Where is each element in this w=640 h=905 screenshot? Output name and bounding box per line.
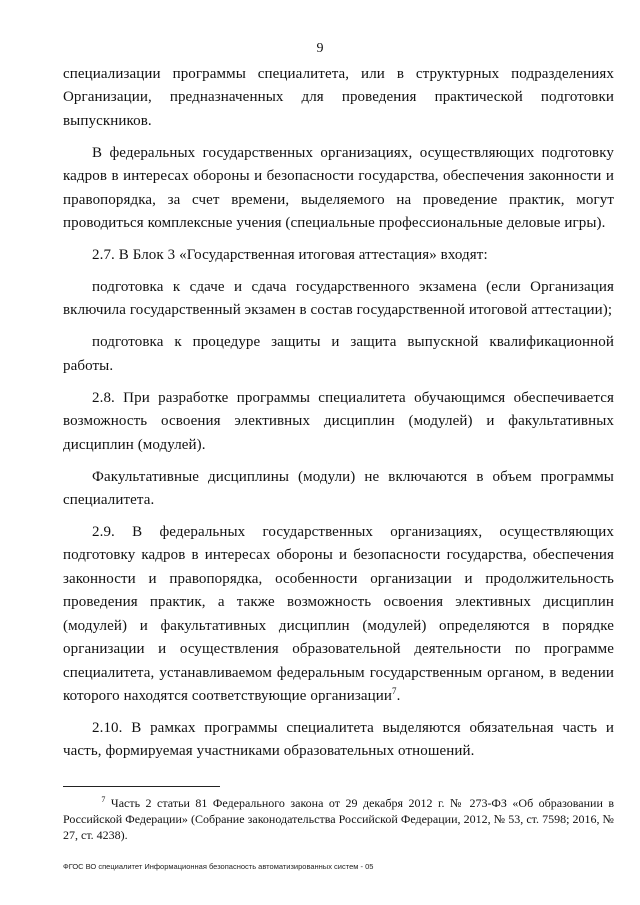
footnote-text: Часть 2 статьи 81 Федерального закона от 29 декабря 2012 г. № 273-ФЗ «Об образовании в Российской Федерации» (Собрание законодательства Российской Федерации, 2012, № 53, ст. 7598; 2016, № 27, ст. 4238).: [63, 796, 615, 842]
paragraph-text: 2.8. При разработке программы специалитета обучающимся обеспечивается возможность освоения элективных дисциплин (модулей) и факультативных дисциплин (модулей).: [63, 389, 614, 453]
footnote-mark: 7: [101, 795, 106, 804]
page-number: 9: [316, 41, 324, 56]
paragraph-exercises: [63, 142, 614, 236]
footnote: [63, 795, 614, 843]
paragraph-text: специализации программы специалитета, или в структурных подразделениях Организации, предназначенных для проведения практической подготовки выпускников.: [63, 66, 614, 129]
paragraph-text: 2.10. В рамках программы специалитета выделяются обязательная часть и часть, формируемая участниками образовательных отношений.: [63, 719, 614, 760]
paragraph-thesis-defense: [63, 331, 614, 378]
paragraph-text: 2.9. В федеральных государственных организациях, осуществляющих подготовку кадров в интересах обороны и безопасности государства, обеспечения законности и правопорядка, особенности организации и продолжительность проведения практик, а также возможность освоения элективных дисциплин (модулей) и факультативных дисциплин (модулей) определяются в порядке организации и осуществления образовательной деятельности по программе специалитета, устанавливаемом федеральным государственным органом, в ведении которого находятся соответствующие организации: [63, 524, 614, 704]
paragraph-2-8: [63, 387, 614, 457]
paragraph-2-10: [63, 717, 614, 764]
footnote-divider: [63, 786, 220, 787]
paragraph-continuation: [63, 63, 614, 133]
paragraph-text: В федеральных государственных организациях, осуществляющих подготовку кадров в интересах обороны и безопасности государства, обеспечения законности и правопорядка, за счет времени, выделяемого на проведение практик, могут проводиться комплексные учения (специальные профессиональные деловые игры).: [63, 144, 614, 232]
paragraph-state-exam: [63, 276, 614, 323]
footnote-reference[interactable]: 7: [391, 685, 397, 696]
paragraph-2-9: 2.9. В федеральных государственных организациях, осуществляющих подготовку кадров в интересах обороны и безопасности государства, обеспечения законности и правопорядка, особенности организации и продолжительность проведения практик, а также возможность освоения элективных дисциплин (модулей) и факультативных дисциплин (модулей) определяются в порядке организации и осуществления образовательной деятельности по программе специалитета, устанавливаемом федеральным государственным органом, в ведении которого находятся соответствующие организации$^7$.: [63, 524, 614, 704]
body-text: [63, 63, 614, 772]
page-footer: ФГОС ВО специалитет Информационная безопасность автоматизированных систем - 05: [63, 862, 374, 871]
paragraph-2-7: [63, 244, 614, 267]
paragraph-text: подготовка к сдаче и сдача государственного экзамена (если Организация включила государственный экзамен в состав государственной итоговой аттестации);: [63, 279, 614, 319]
paragraph-optional-disciplines: [63, 466, 614, 513]
paragraph-text: Факультативные дисциплины (модули) не включаются в объем программы специалитета.: [63, 468, 614, 509]
paragraph-text: подготовка к процедуре защиты и защита выпускной квалификационной работы.: [63, 334, 614, 374]
paragraph-text: 2.7. В Блок 3 «Государственная итоговая аттестация» входят:: [92, 247, 488, 264]
